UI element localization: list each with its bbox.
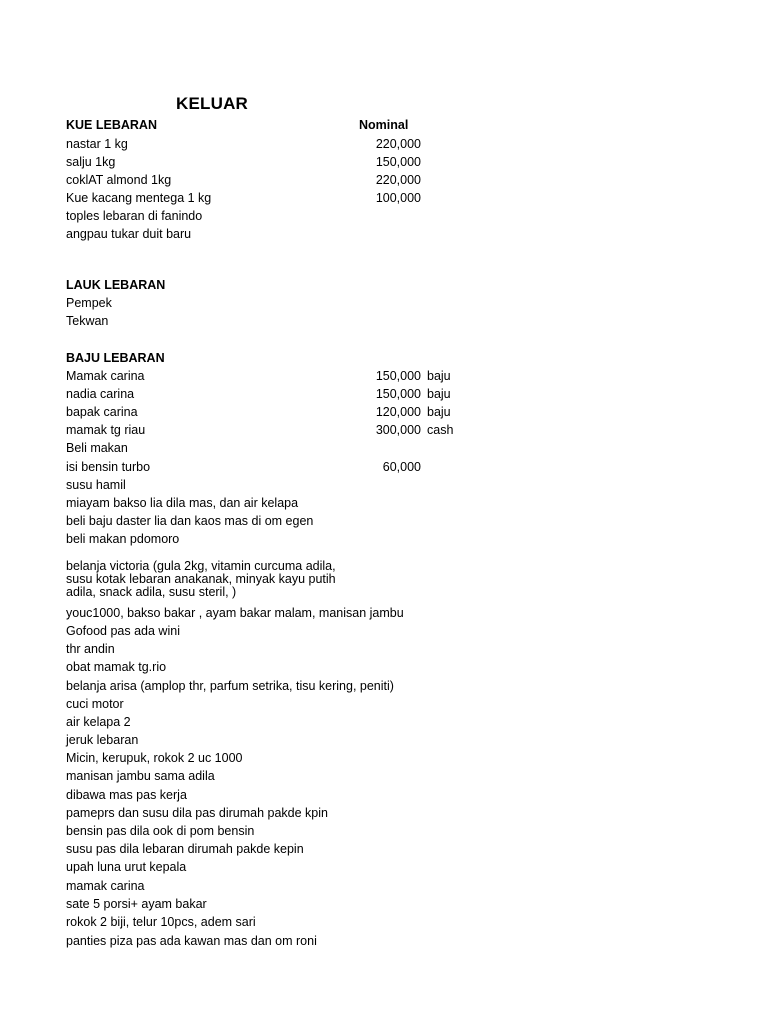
list-item: Micin, kerupuk, rokok 2 uc 1000 [66,751,243,765]
amount-cell: 120,000 [375,405,421,419]
note-cell: cash [427,423,454,437]
note-cell: baju [427,387,451,401]
list-item: belanja arisa (amplop thr, parfum setrika, tisu kering, peniti) [66,679,394,693]
list-item: manisan jambu sama adila [66,769,215,783]
amount-cell: 100,000 [375,191,421,205]
list-item: Beli makan [66,441,128,455]
list-item: susu hamil [66,478,126,492]
list-item: salju 1kg [66,155,116,169]
note-cell: baju [427,369,451,383]
list-item: Mamak carina [66,369,145,383]
list-item-wrapped-line: belanja victoria (gula 2kg, vitamin curcuma adila, [66,559,336,573]
amount-cell: 150,000 [375,387,421,401]
list-item: cuci motor [66,697,124,711]
list-item: beli baju daster lia dan kaos mas di om egen [66,514,314,528]
list-item-wrapped-line: susu kotak lebaran anakanak, minyak kayu putih [66,572,336,586]
page-title: KELUAR [176,94,249,113]
list-item: upah luna urut kepala [66,860,187,874]
list-item: Tekwan [66,314,109,328]
nominal-column-header: Nominal [359,118,409,132]
list-item: nadia carina [66,387,135,401]
list-item: Gofood pas ada wini [66,624,180,638]
list-item: pameprs dan susu dila pas dirumah pakde kpin [66,806,328,820]
list-item-wrapped-line: adila, snack adila, susu steril, ) [66,585,237,599]
list-item: sate 5 porsi+ ayam bakar [66,897,207,911]
section-header-kue-lebaran: KUE LEBARAN [66,118,157,132]
list-item: jeruk lebaran [66,733,139,747]
amount-cell: 60,000 [382,460,421,474]
list-item: beli makan pdomoro [66,532,180,546]
list-item: youc1000, bakso bakar , ayam bakar malam, manisan jambu [66,606,404,620]
amount-cell: 300,000 [375,423,421,437]
section-header-baju-lebaran: BAJU LEBARAN [66,351,165,365]
list-item: angpau tukar duit baru [66,227,192,241]
list-item: miayam bakso lia dila mas, dan air kelapa [66,496,299,510]
list-item: coklAT almond 1kg [66,173,172,187]
amount-cell: 220,000 [375,137,421,151]
list-item: nastar 1 kg [66,137,128,151]
note-cell: baju [427,405,451,419]
list-item: mamak tg riau [66,423,146,437]
list-item: bensin pas dila ook di pom bensin [66,824,255,838]
list-item: bapak carina [66,405,138,419]
list-item: rokok 2 biji, telur 10pcs, adem sari [66,915,256,929]
list-item: toples lebaran di fanindo [66,209,203,223]
section-header-lauk-lebaran: LAUK LEBARAN [66,278,166,292]
list-item: thr andin [66,642,115,656]
list-item: Pempek [66,296,112,310]
amount-cell: 150,000 [375,155,421,169]
list-item: dibawa mas pas kerja [66,788,187,802]
list-item: obat mamak tg.rio [66,660,167,674]
list-item: susu pas dila lebaran dirumah pakde kepin [66,842,304,856]
amount-cell: 150,000 [375,369,421,383]
list-item: panties piza pas ada kawan mas dan om roni [66,934,317,948]
list-item: air kelapa 2 [66,715,131,729]
list-item: Kue kacang mentega 1 kg [66,191,212,205]
list-item: mamak carina [66,879,145,893]
amount-cell: 220,000 [375,173,421,187]
list-item: isi bensin turbo [66,460,151,474]
